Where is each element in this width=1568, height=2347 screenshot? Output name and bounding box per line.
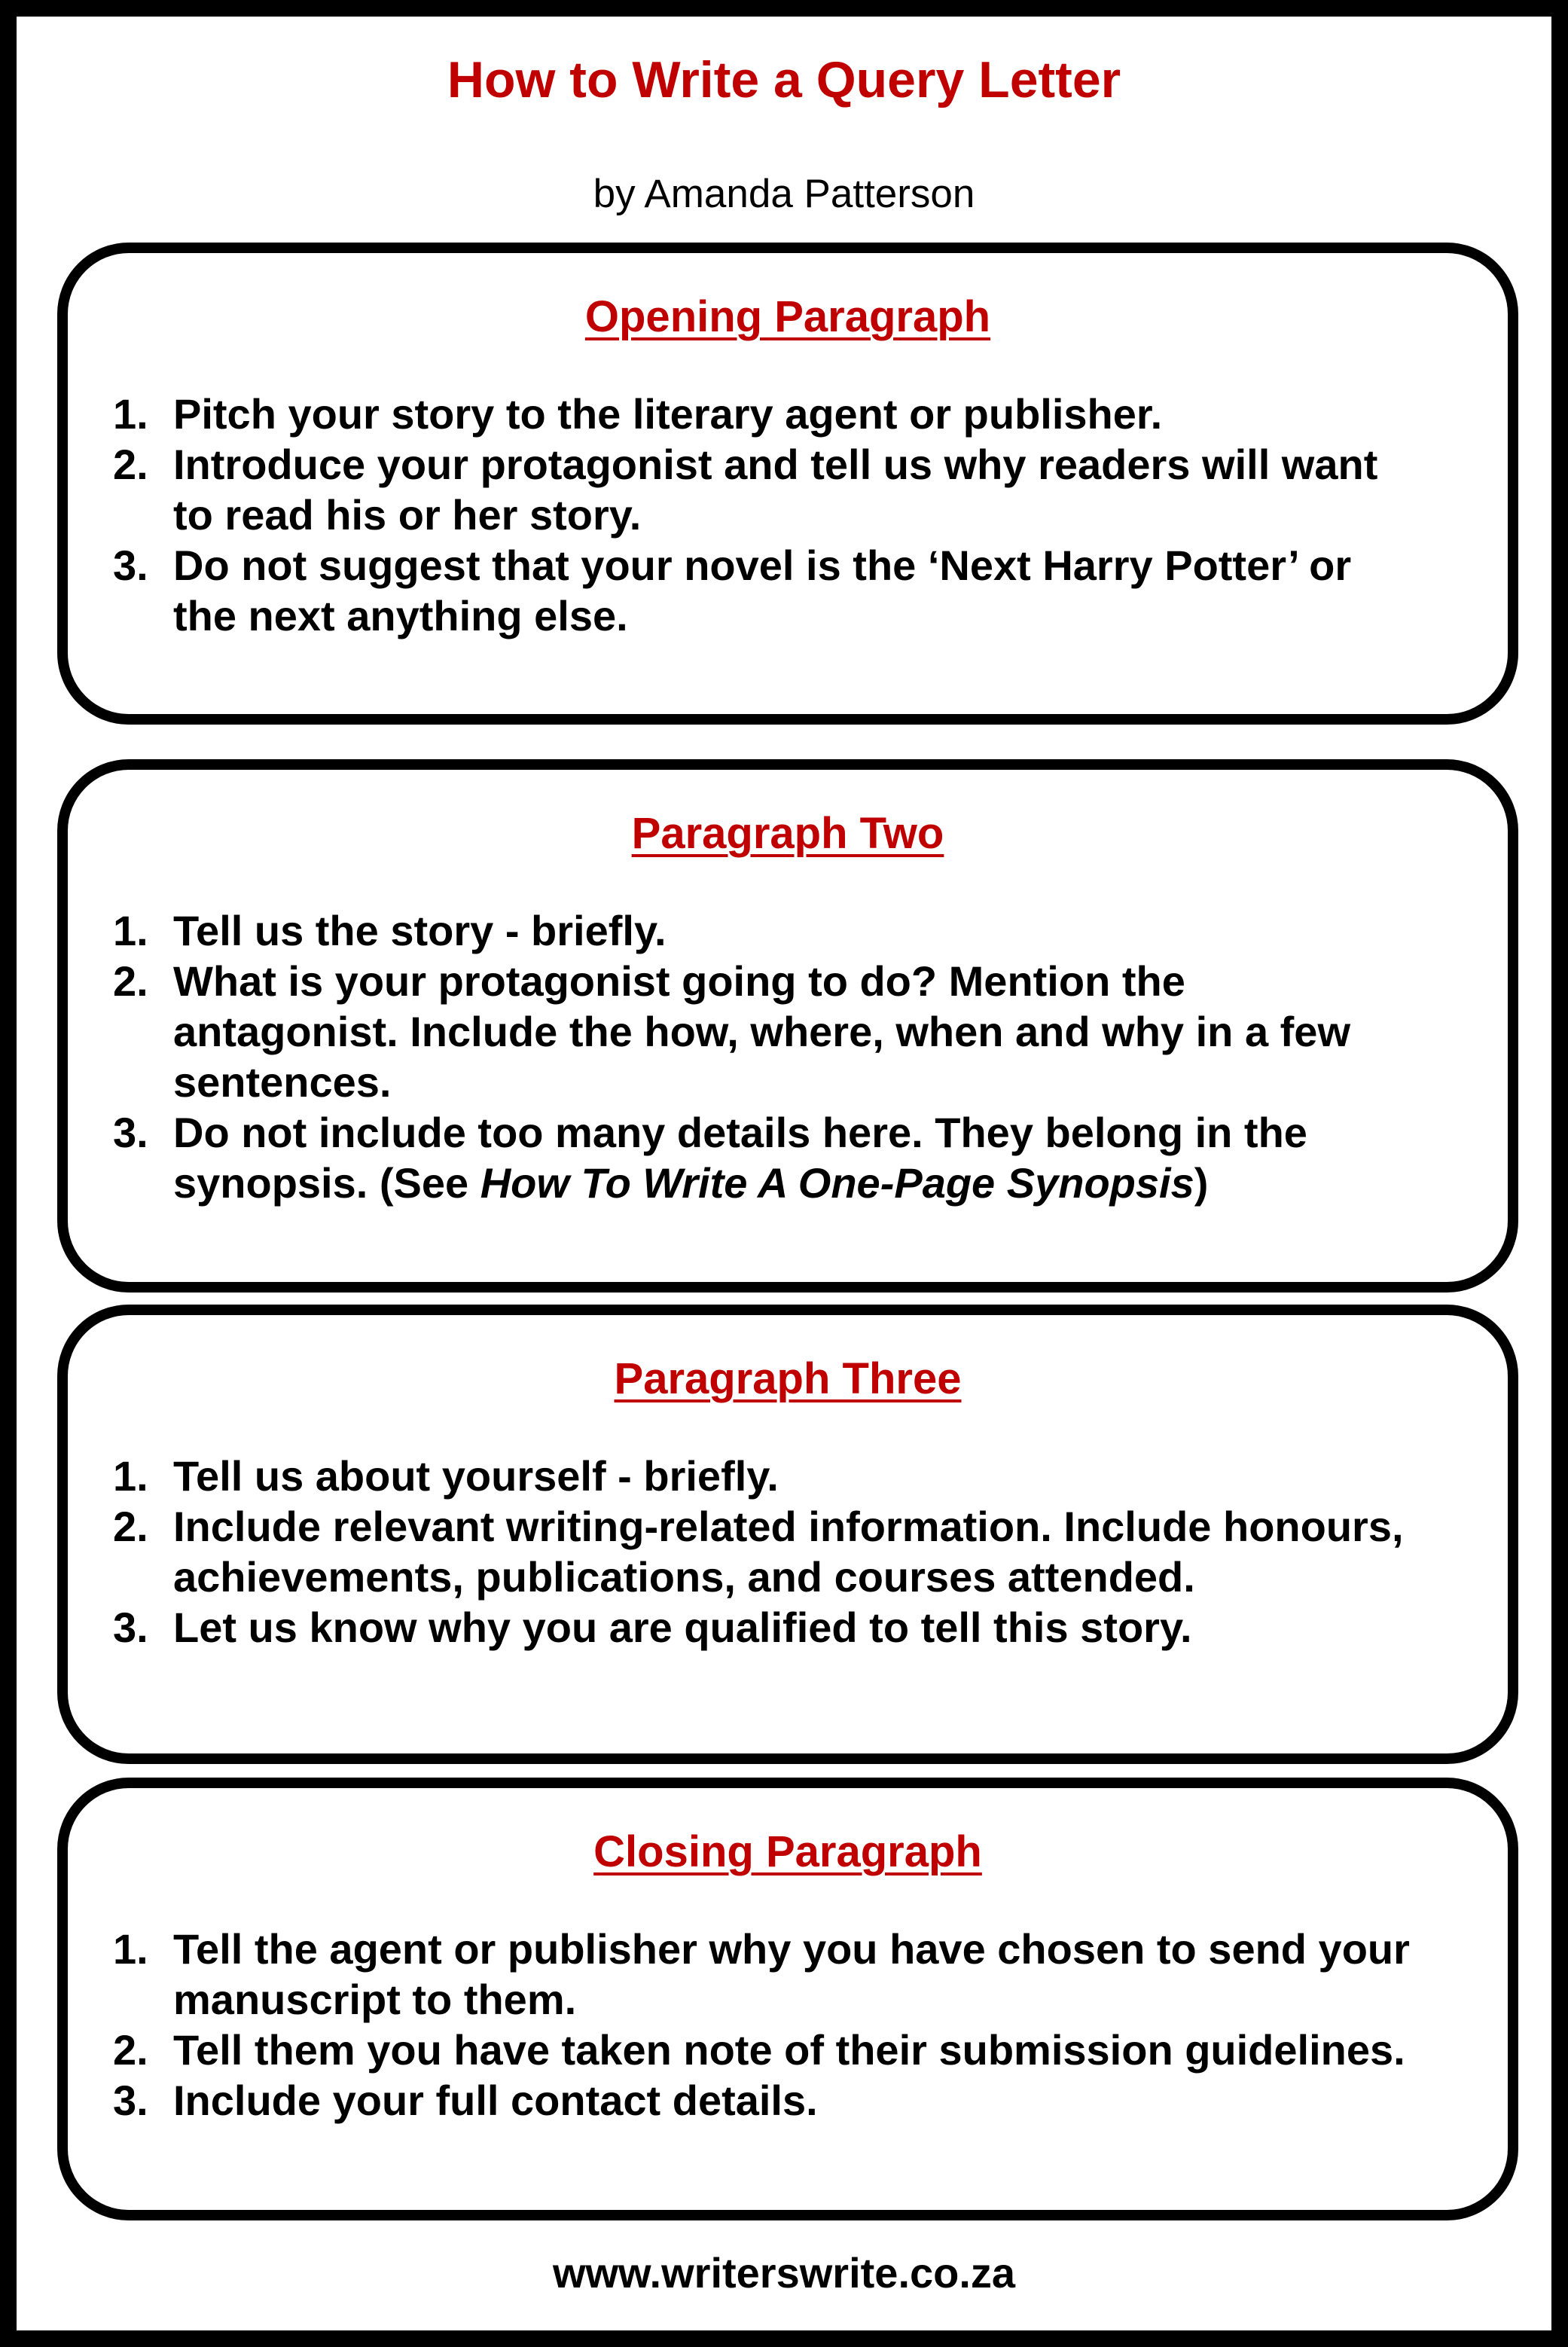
closing-paragraph-card: [57, 1778, 1518, 2220]
list-item: [68, 439, 1416, 540]
author-byline: by Amanda Patterson: [593, 172, 975, 216]
item-text: Tell the agent or publisher why you have chosen to send your manuscript to them.: [173, 1925, 1410, 2023]
opening-paragraph-card: [57, 243, 1518, 725]
paragraph-three-card: [57, 1305, 1518, 1764]
list-item: [68, 1501, 1416, 1602]
section-list: [68, 1924, 1416, 2126]
paragraph-two-card: [57, 759, 1518, 1293]
item-number: 1.: [113, 907, 148, 954]
item-text: Tell us the story - briefly.: [173, 907, 667, 954]
section-heading: Opening Paragraph: [584, 292, 991, 341]
list-item: [68, 2025, 1416, 2075]
item-text: Tell them you have taken note of their submission guidelines.: [173, 2026, 1405, 2074]
item-number: 3.: [113, 542, 148, 589]
item-number: 2.: [113, 1503, 148, 1550]
item-number: 1.: [113, 1925, 148, 1973]
item-number: 1.: [113, 1452, 148, 1500]
item-text: Include relevant writing-related information. Include honours, achievements, publications, and courses attended.: [173, 1503, 1404, 1601]
list-item: [68, 1107, 1416, 1208]
item-number: 2.: [113, 957, 148, 1005]
list-item: [68, 905, 1416, 956]
item-text-end: ): [1194, 1159, 1209, 1207]
item-text: Introduce your protagonist and tell us why readers will want to read his or her story.: [173, 441, 1378, 539]
list-item: [68, 1924, 1416, 2025]
item-number: 3.: [113, 1604, 148, 1651]
list-item: [68, 540, 1416, 641]
item-text: Tell us about yourself - briefly.: [173, 1452, 779, 1500]
item-text: Do not include too many details here. They belong in the synopsis. (See: [173, 1109, 1307, 1207]
section-heading: Paragraph Three: [614, 1354, 962, 1403]
item-number: 3.: [113, 1109, 148, 1156]
section-heading: Paragraph Two: [631, 809, 944, 858]
page-title: How to Write a Query Letter: [447, 51, 1121, 108]
list-item: [68, 389, 1416, 439]
list-item: [68, 2075, 1416, 2126]
section-list: [68, 1451, 1416, 1653]
section-list: [68, 905, 1416, 1208]
item-number: 2.: [113, 441, 148, 488]
list-item: [68, 1602, 1416, 1653]
item-number: 3.: [113, 2077, 148, 2124]
item-text: Do not suggest that your novel is the ‘Next Harry Potter’ or the next anything else.: [173, 542, 1352, 639]
item-text: Let us know why you are qualified to tell this story.: [173, 1604, 1192, 1651]
item-number: 1.: [113, 390, 148, 438]
section-list: [68, 389, 1416, 641]
item-text: Pitch your story to the literary agent or publisher.: [173, 390, 1163, 438]
section-heading: Closing Paragraph: [593, 1827, 982, 1876]
list-item: [68, 956, 1416, 1107]
list-item: [68, 1451, 1416, 1501]
item-text: What is your protagonist going to do? Mention the antagonist. Include the how, where, when and why in a few sentences.: [173, 957, 1350, 1106]
item-number: 2.: [113, 2026, 148, 2074]
website-url: www.writerswrite.co.za: [552, 2249, 1016, 2297]
synopsis-reference: How To Write A One-Page Synopsis: [480, 1159, 1194, 1207]
item-text: Include your full contact details.: [173, 2077, 818, 2124]
